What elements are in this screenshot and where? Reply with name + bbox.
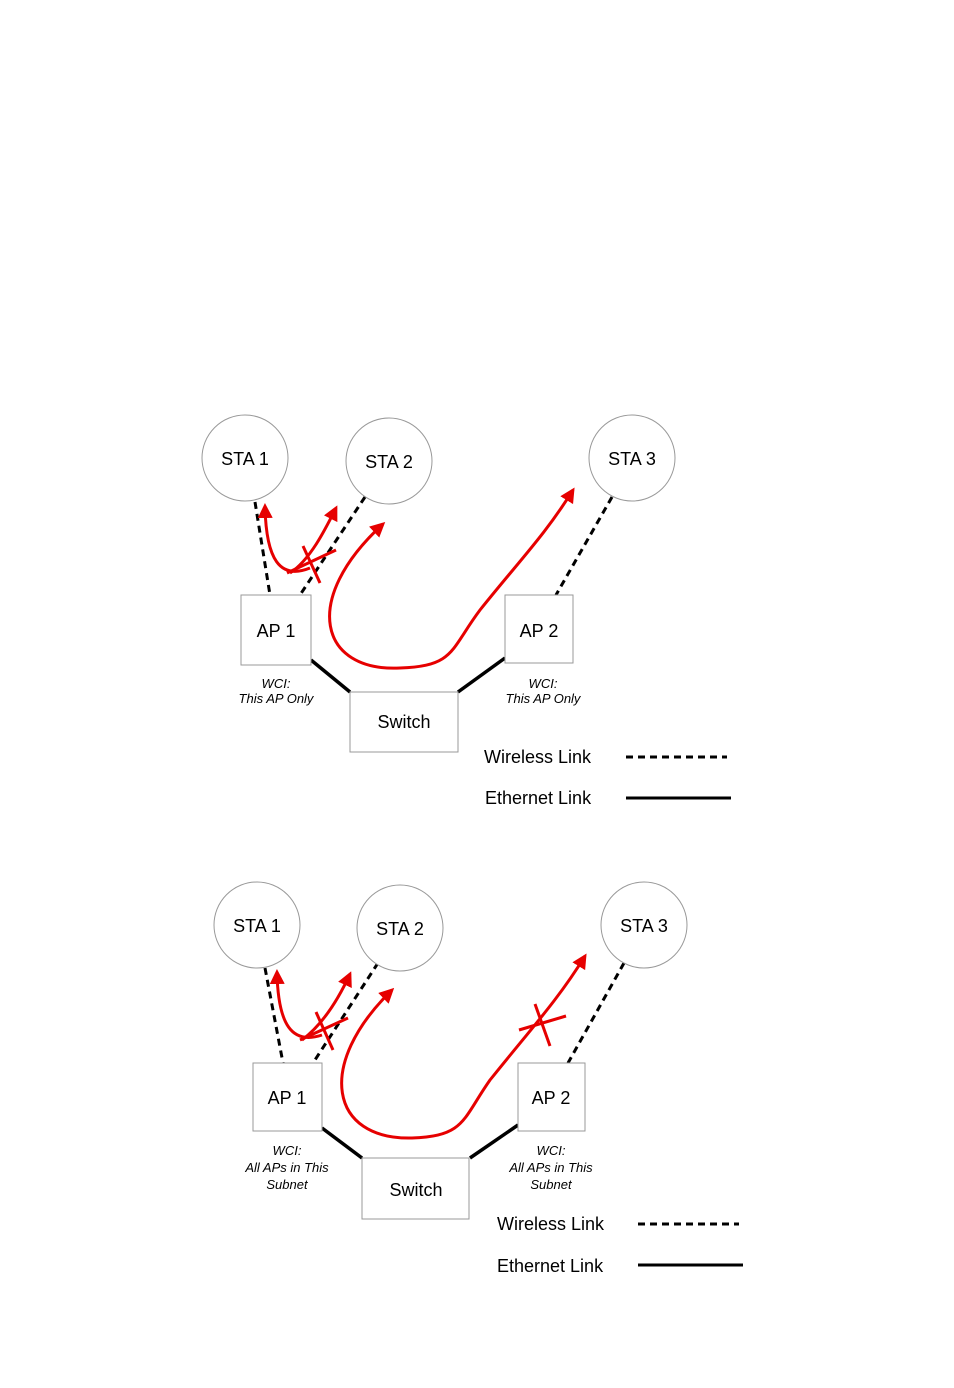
ethernet-link-ap2-switch [458, 658, 505, 692]
station-label: STA 1 [221, 449, 269, 469]
wci-note: Subnet [266, 1177, 308, 1192]
wci-note: WCI: [528, 676, 558, 691]
ethernet-link-ap1-switch [311, 660, 350, 692]
ethernet-link-ap2-switch [470, 1125, 518, 1158]
wci-note: WCI: [536, 1143, 566, 1158]
diagram-bottom [214, 882, 743, 1276]
switch-label: Switch [389, 1180, 443, 1200]
access-point-label: AP 1 [267, 1088, 307, 1108]
station-label: STA 2 [365, 452, 413, 472]
ethernet-link-ap1-switch [322, 1128, 362, 1158]
station-label: STA 3 [620, 916, 668, 936]
wireless-link-sta3-ap2 [556, 497, 612, 595]
switch-label: Switch [377, 712, 431, 732]
wireless-link-sta1-ap1 [255, 502, 270, 595]
access-point-label: AP 1 [256, 621, 296, 641]
wireless-link-sta2-ap1 [313, 963, 378, 1063]
flow-arrow-to-sta2-blocked [302, 974, 350, 1040]
wci-note: WCI: [272, 1143, 302, 1158]
station-label: STA 2 [376, 919, 424, 939]
access-point-label: AP 2 [531, 1088, 571, 1108]
legend-wireless-label: Wireless Link [497, 1214, 605, 1234]
station-label: STA 3 [608, 449, 656, 469]
wci-note: All APs in This [245, 1160, 329, 1175]
wci-note: This AP Only [238, 691, 314, 706]
wci-note: This AP Only [505, 691, 581, 706]
legend-wireless-label: Wireless Link [484, 747, 592, 767]
wireless-link-sta1-ap1 [265, 968, 283, 1063]
legend-ethernet-label: Ethernet Link [497, 1256, 604, 1276]
diagram-top [202, 415, 731, 808]
blocked-cross-mark [519, 1004, 566, 1046]
wci-note: WCI: [261, 676, 291, 691]
wci-note: All APs in This [509, 1160, 593, 1175]
wci-note: Subnet [530, 1177, 572, 1192]
flow-arrow-to-sta2-blocked [290, 508, 336, 573]
legend-ethernet-label: Ethernet Link [485, 788, 592, 808]
wireless-link-sta3-ap2 [568, 963, 624, 1063]
access-point-label: AP 2 [519, 621, 559, 641]
station-label: STA 1 [233, 916, 281, 936]
